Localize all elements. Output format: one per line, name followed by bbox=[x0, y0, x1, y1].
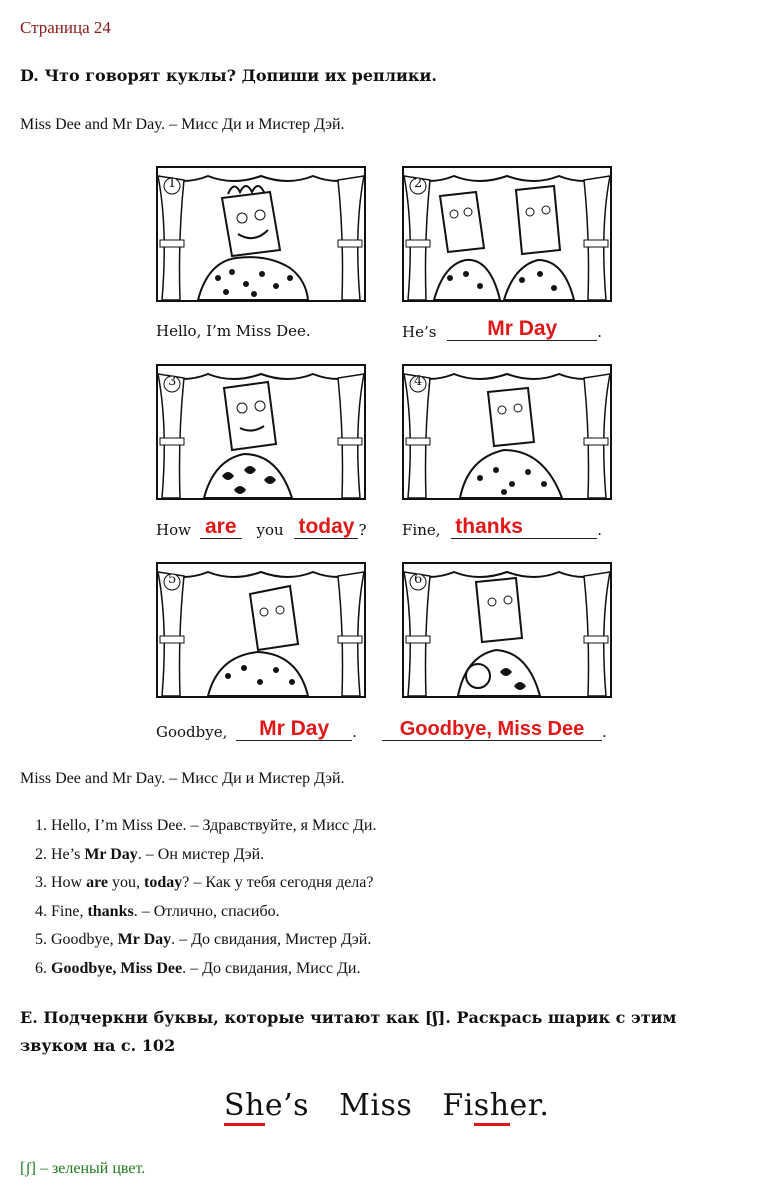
list-item: 4. Fine, thanks. – Отлично, спасибо. bbox=[51, 898, 740, 927]
answer-blank[interactable] bbox=[447, 317, 597, 341]
comic-panel-3 bbox=[156, 364, 366, 500]
caption-text: you bbox=[256, 521, 284, 539]
caption-panel-3 bbox=[156, 515, 367, 539]
caption-text: Goodbye, bbox=[156, 723, 228, 741]
list-item: 3. How are you, today? – Как у тебя сегодня дела? bbox=[51, 869, 740, 898]
caption-panel-4 bbox=[402, 515, 603, 539]
caption-text: . bbox=[602, 723, 607, 741]
comic-panel-5 bbox=[156, 562, 366, 698]
answer-fill: Mr Day bbox=[259, 717, 330, 740]
caption-text: . bbox=[597, 323, 602, 341]
sentence-text: e’s Miss Fi bbox=[264, 1088, 474, 1123]
caption-text: . bbox=[597, 521, 603, 539]
section-d-outro: Miss Dee and Mr Day. – Мисс Ди и Мистер Дэй. bbox=[20, 770, 345, 787]
answer-fill: are bbox=[204, 515, 237, 538]
section-e-title-line: звуком на с. 102 bbox=[20, 1036, 176, 1055]
caption-text: How bbox=[156, 521, 191, 539]
underlined-sh[interactable]: Sh bbox=[224, 1088, 265, 1126]
puppet-mr-day-illustration bbox=[404, 564, 610, 696]
caption-text: Hello, I’m Miss Dee. bbox=[156, 322, 311, 340]
color-note: [ʃ] – зеленый цвет. bbox=[20, 1160, 146, 1177]
puppet-miss-dee-illustration bbox=[158, 564, 364, 696]
answer-blank[interactable] bbox=[451, 515, 597, 539]
section-d-title: D. Что говорят куклы? Допиши их реплики. bbox=[20, 66, 437, 85]
panel-number: 5 bbox=[168, 572, 177, 587]
panel-number: 3 bbox=[168, 374, 177, 389]
list-item: 6. Goodbye, Miss Dee. – До свидания, Мисс Ди. bbox=[51, 955, 740, 984]
panel-number: 2 bbox=[414, 176, 423, 191]
answer-blank[interactable] bbox=[382, 718, 602, 741]
answer-blank[interactable] bbox=[200, 515, 242, 539]
comic-panel-4 bbox=[402, 364, 612, 500]
puppet-mr-day-illustration bbox=[158, 366, 364, 498]
list-item: 5. Goodbye, Mr Day. – До свидания, Мистер Дэй. bbox=[51, 926, 740, 955]
answer-blank[interactable] bbox=[236, 717, 352, 741]
list-item: 2. He’s Mr Day. – Он мистер Дэй. bbox=[51, 841, 740, 870]
comic-panel-6 bbox=[402, 562, 612, 698]
panel-number: 6 bbox=[414, 572, 423, 587]
list-item: 1. Hello, I’m Miss Dee. – Здравствуйте, я Мисс Ди. bbox=[51, 812, 740, 841]
caption-text: ? bbox=[358, 521, 367, 539]
puppet-miss-dee-illustration bbox=[158, 168, 364, 300]
comic-panel-2 bbox=[402, 166, 612, 302]
answer-fill: thanks bbox=[455, 515, 523, 538]
answer-blank[interactable] bbox=[294, 515, 358, 539]
caption-text: He’s bbox=[402, 323, 437, 341]
puppets-both-illustration bbox=[404, 168, 610, 300]
page-label: Страница 24 bbox=[20, 18, 111, 37]
caption-text: . bbox=[352, 723, 357, 741]
panel-number: 1 bbox=[168, 176, 177, 191]
underlined-sh[interactable]: sh bbox=[474, 1088, 510, 1126]
section-d-intro: Miss Dee and Mr Day. – Мисс Ди и Мистер Дэй. bbox=[20, 116, 345, 133]
section-e-title bbox=[20, 1004, 750, 1060]
answer-fill: today bbox=[298, 515, 355, 538]
caption-panel-2 bbox=[402, 317, 602, 341]
panel-number: 4 bbox=[414, 374, 423, 389]
caption-text: Fine, bbox=[402, 521, 441, 539]
caption-panel-1 bbox=[156, 322, 311, 340]
section-e-title-line: E. Подчеркни буквы, которые читают как [ʃ]. Раскрась шарик с этим bbox=[20, 1008, 677, 1027]
caption-panel-5 bbox=[156, 717, 357, 741]
caption-panel-6 bbox=[382, 718, 607, 741]
answer-fill: Goodbye, Miss Dee bbox=[399, 718, 585, 740]
sh-sentence bbox=[224, 1088, 549, 1123]
answers-list bbox=[20, 812, 740, 984]
comic-panel-1 bbox=[156, 166, 366, 302]
sentence-text: er. bbox=[509, 1088, 550, 1123]
puppet-miss-dee-illustration bbox=[404, 366, 610, 498]
answer-fill: Mr Day bbox=[487, 317, 558, 340]
answers-list-container bbox=[20, 812, 740, 984]
